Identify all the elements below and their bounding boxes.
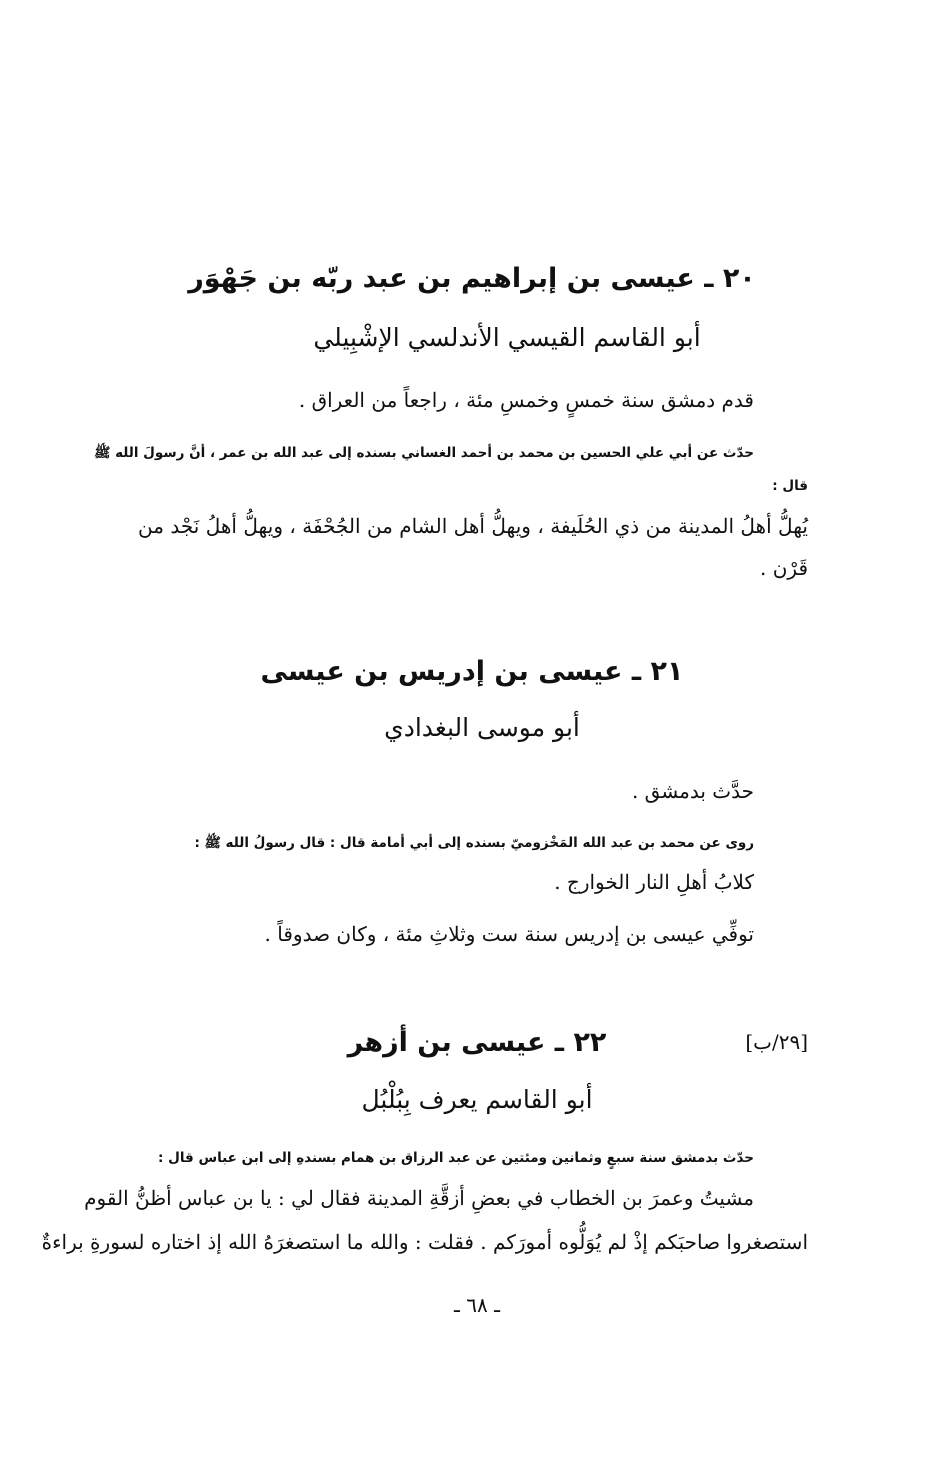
entry-20-title: ٢٠ ـ عيسى بن إبراهيم بن عبد ربّه بن جَهْوَر bbox=[188, 263, 756, 294]
entry-22-line-2: مشيتُ وعمرَ بن الخطاب في بعضِ أزقَّةِ المدينة فقال لي : يا بن عباس أظنُّ القوم bbox=[84, 1186, 754, 1210]
entry-22-line-3: استصغروا صاحبَكم إذْ لم يُوَلُّوه أمورَكم . فقلت : والله ما استصغرَهُ الله إذ اختاره لسورةِ براءةٌ bbox=[41, 1230, 808, 1254]
entry-21-title: ٢١ ـ عيسى بن إدريس بن عيسى bbox=[260, 656, 684, 687]
page-number: ـ ٦٨ ـ bbox=[454, 1293, 500, 1317]
entry-21-line-4: توفِّي عيسى بن إدريس سنة ست وثلاثِ مئة ، وكان صدوقاً . bbox=[264, 922, 754, 946]
entry-22-line-1: حدّث بدمشق سنة سبعٍ وثمانين ومئتين عن عبد الرزاق بن همام بسندهِ إلى ابن عباس قال : bbox=[158, 1150, 754, 1166]
entry-21-line-2: روى عن محمد بن عبد الله المَخْزوميّ بسنده إلى أبي أمامة قال : قال رسولُ الله ﷺ : bbox=[194, 835, 754, 851]
entry-20-line-5: قَرْن . bbox=[760, 556, 808, 580]
margin-reference: [٢٩/ب] bbox=[745, 1030, 808, 1054]
entry-22-subtitle: أبو القاسم يعرف بِبُلْبُل bbox=[361, 1085, 593, 1114]
entry-20-line-2: حدّث عن أبي علي الحسين بن محمد بن أحمد الغساني بسنده إلى عبد الله بن عمر ، أنَّ رسولَ الله ﷺ bbox=[94, 445, 754, 461]
entry-21-subtitle: أبو موسى البغدادي bbox=[384, 713, 580, 742]
entry-20-line-3: قال : bbox=[772, 478, 808, 494]
entry-21-line-3: كلابُ أهلِ النار الخوارج . bbox=[554, 870, 754, 894]
entry-21-line-1: حدَّث بدمشق . bbox=[631, 779, 754, 803]
entry-22-title: ٢٢ ـ عيسى بن أزهر bbox=[347, 1027, 607, 1058]
entry-20-line-1: قدم دمشق سنة خمسٍ وخمسِ مئة ، راجعاً من العراق . bbox=[298, 388, 754, 412]
entry-20-subtitle: أبو القاسم القيسي الأندلسي الإشْبِيلي bbox=[313, 323, 701, 352]
entry-20-line-4: يُهلُّ أهلُ المدينة من ذي الحُلَيفة ، ويهلُّ أهل الشام من الجُحْفَة ، ويهلُّ أهلُ نَجْد من bbox=[138, 514, 808, 538]
